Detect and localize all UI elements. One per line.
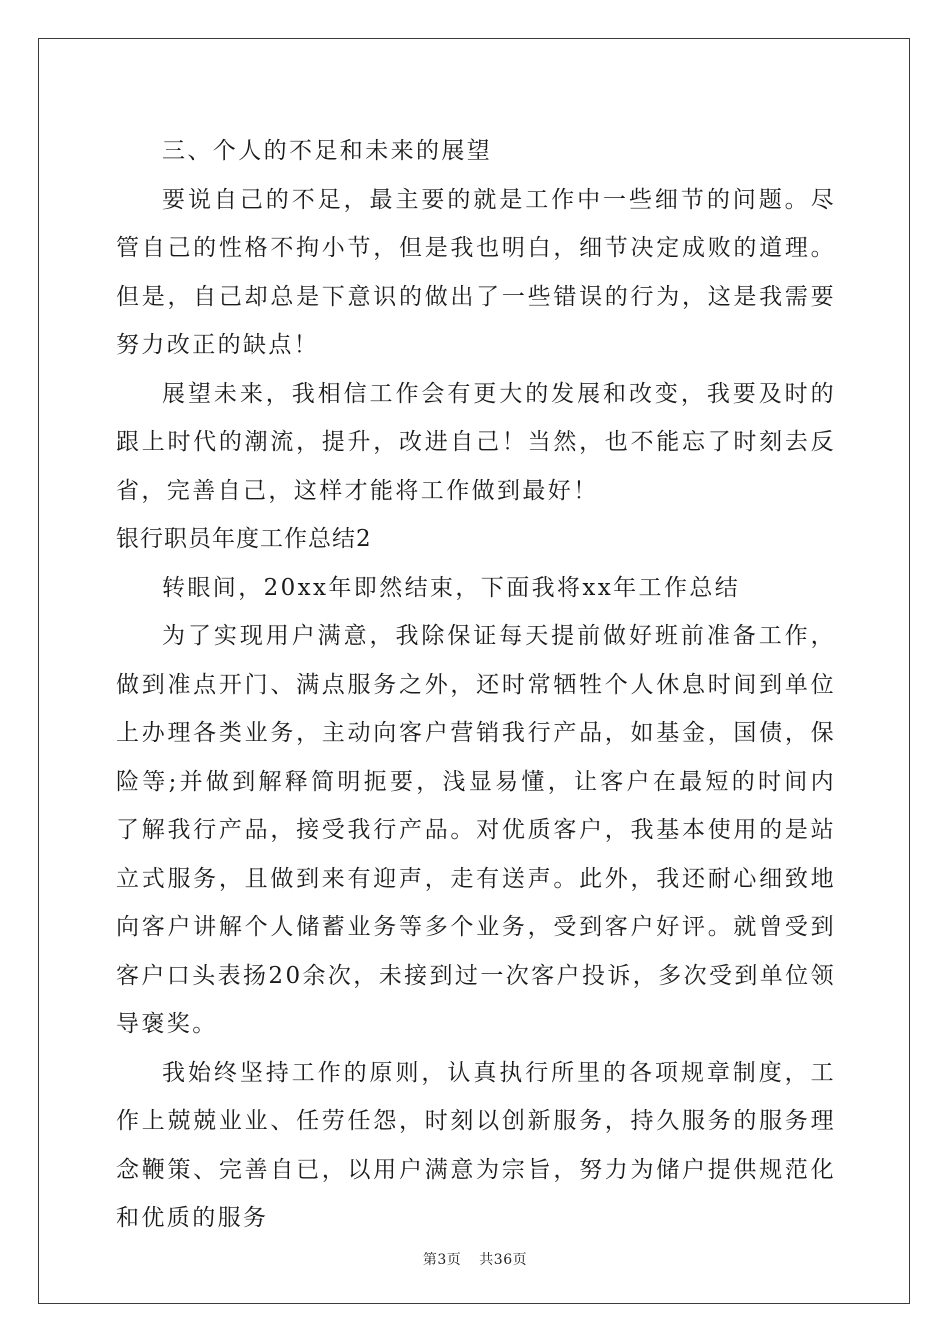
paragraph-intro: 转眼间，20xx年即然结束，下面我将xx年工作总结 — [162, 574, 741, 601]
section-heading-shortcomings: 三、个人的不足和未来的展望 — [162, 138, 493, 164]
document-body — [116, 127, 836, 1243]
paragraph-shortcomings: 要说自己的不足，最主要的就是工作中一些细节的问题。尽管自己的性格不拘小节，但是我也明白，细节决定成败的道理。但是，自己却总是下意识的做出了一些错误的行为，这是我需要努力改正的缺点！ — [116, 186, 836, 358]
page-number: 第3页 — [422, 1252, 462, 1268]
paragraph-outlook: 展望未来，我相信工作会有更大的发展和改变，我要及时的跟上时代的潮流，提升，改进自己！当然，也不能忘了时刻去反省，完善自己，这样才能将工作做到最好！ — [116, 380, 836, 504]
article-title: 银行职员年度工作总结2 — [116, 526, 372, 552]
paragraph-principles: 我始终坚持工作的原则，认真执行所里的各项规章制度，工作上兢兢业业、任劳任怨，时刻以创新服务，持久服务的服务理念鞭策、完善自已，以用户满意为宗旨，努力为储户提供规范化和优质的服务 — [116, 1059, 836, 1231]
paragraph-service: 为了实现用户满意，我除保证每天提前做好班前准备工作，做到准点开门、满点服务之外，还时常牺牲个人休息时间到单位上办理各类业务，主动向客户营销我行产品，如基金，国债，保险等;并做到解释简明扼要，浅显易懂，让客户在最短的时间内了解我行产品，接受我行产品。对优质客户，我基本使用的是站立式服务，且做到来有迎声，走有送声。此外，我还耐心细致地向客户讲解个人储蓄业务等多个业务，受到客户好评。就曾受到客户口头表扬20余次，未接到过一次客户投诉，多次受到单位领导褒奖。 — [116, 623, 836, 1037]
page-footer — [0, 1249, 950, 1269]
page-total: 共36页 — [479, 1252, 528, 1268]
